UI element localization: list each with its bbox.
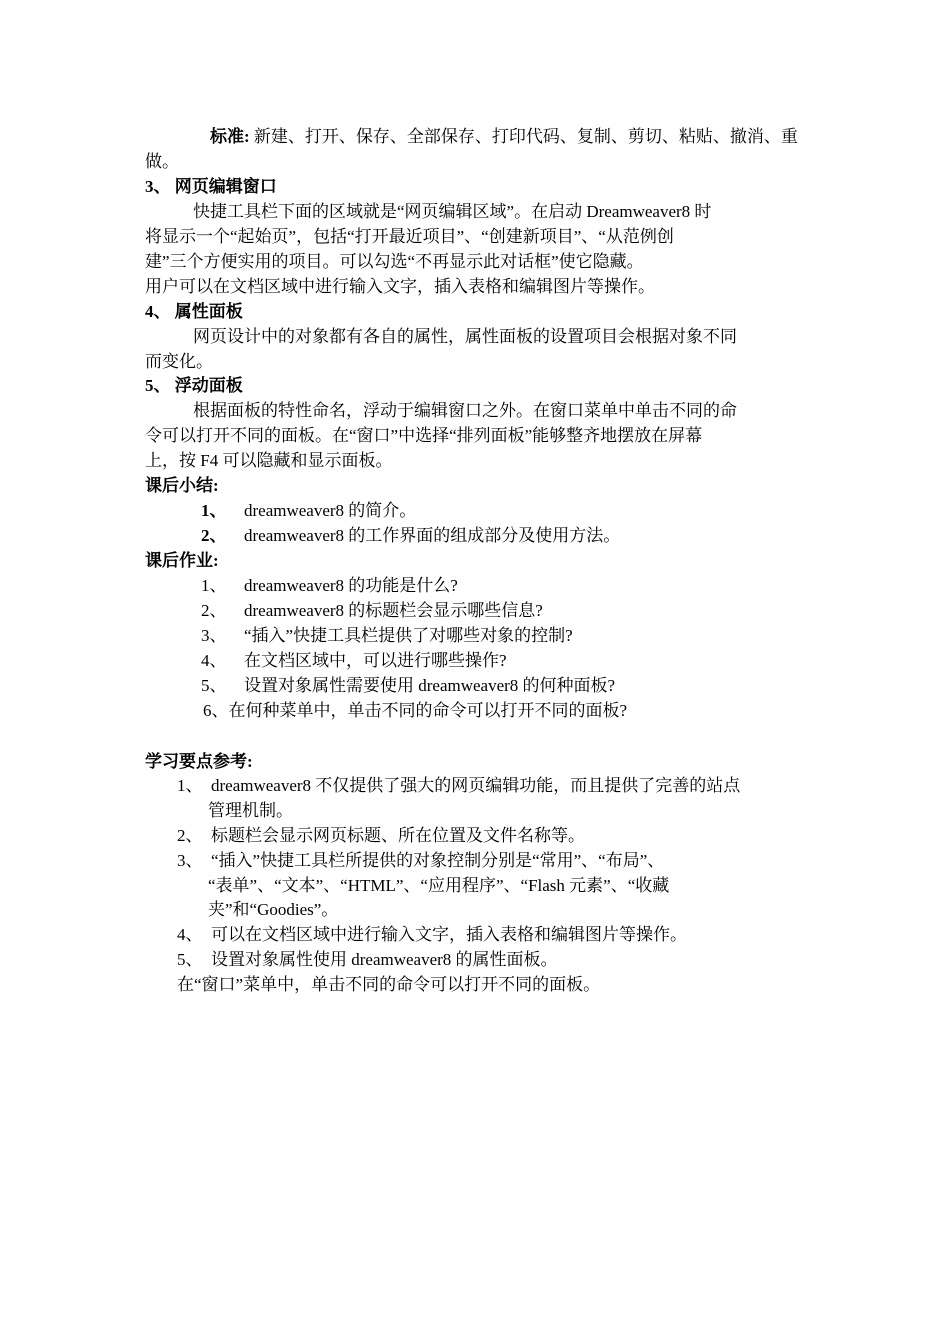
- reference-item-number: 4、: [177, 925, 203, 944]
- section5-paragraph-line1: 根据面板的特性命名，浮动于编辑窗口之外。在窗口菜单中单击不同的命: [193, 401, 737, 420]
- section4-paragraph-line1: 网页设计中的对象都有各自的属性，属性面板的设置项目会根据对象不同: [193, 327, 737, 346]
- reference-item: [177, 824, 585, 848]
- homework-item-text: 6、在何种菜单中，单击不同的命令可以打开不同的面板?: [203, 701, 628, 720]
- reference-item-text: “插入”快捷工具栏所提供的对象控制分别是“常用”、“布局”、: [211, 851, 665, 870]
- summary-item-number: 2、: [201, 526, 227, 545]
- reference-item: [177, 923, 687, 947]
- homework-item: [203, 699, 627, 723]
- section4-paragraph-line2: 而变化。: [145, 352, 213, 371]
- homework-item: [201, 599, 543, 623]
- reference-item: [177, 774, 740, 798]
- reference-item-cont: “表单”、“文本”、“HTML”、“应用程序”、“Flash 元素”、“收藏: [208, 876, 670, 895]
- homework-item: [201, 674, 615, 698]
- reference-item: [177, 849, 664, 873]
- reference-item-number: 1、: [177, 776, 203, 795]
- reference-item-cont: 管理机制。: [208, 801, 293, 820]
- homework-item-number: 3、: [201, 626, 227, 645]
- summary-item: [201, 499, 416, 523]
- reference-item-text: 设置对象属性使用 dreamweaver8 的属性面板。: [211, 950, 558, 969]
- homework-item-number: 2、: [201, 601, 227, 620]
- homework-item-number: 5、: [201, 676, 227, 695]
- reference-item: [177, 948, 558, 972]
- homework-item-text: 在文档区域中，可以进行哪些操作?: [244, 651, 507, 670]
- standard-line: [210, 125, 798, 149]
- homework-item-text: 设置对象属性需要使用 dreamweaver8 的何种面板?: [244, 676, 616, 695]
- section3-paragraph-line2: 将显示一个“起始页”，包括“打开最近项目”、“创建新项目”、“从范例创: [145, 227, 674, 246]
- section5-heading: 5、 浮动面板: [145, 376, 243, 395]
- standard-text: 新建、打开、保存、全部保存、打印代码、复制、剪切、粘贴、撤消、重: [253, 127, 798, 146]
- homework-item: [201, 574, 458, 598]
- summary-item-text: dreamweaver8 的简介。: [244, 501, 417, 520]
- section3-heading: 3、 网页编辑窗口: [145, 177, 277, 196]
- section5-paragraph-line3: 上，按 F4 可以隐藏和显示面板。: [145, 451, 393, 470]
- homework-item-text: “插入”快捷工具栏提供了对哪些对象的控制?: [244, 626, 573, 645]
- reference-item-number: 3、: [177, 851, 203, 870]
- homework-item: [201, 649, 507, 673]
- homework-heading: 课后作业:: [145, 551, 219, 570]
- reference-item-number: 5、: [177, 950, 203, 969]
- section4-heading: 4、 属性面板: [145, 302, 243, 321]
- section3-paragraph-line3: 建”三个方便实用的项目。可以勾选“不再显示此对话框”使它隐藏。: [145, 252, 644, 271]
- section3-paragraph-line1: 快捷工具栏下面的区域就是“网页编辑区域”。在启动 Dreamweaver8 时: [193, 202, 712, 221]
- reference-heading: 学习要点参考:: [145, 752, 253, 771]
- summary-item-number: 1、: [201, 501, 227, 520]
- reference-closing: 在“窗口”菜单中，单击不同的命令可以打开不同的面板。: [177, 975, 601, 994]
- reference-item-text: dreamweaver8 不仅提供了强大的网页编辑功能，而且提供了完善的站点: [211, 776, 741, 795]
- homework-item-number: 1、: [201, 576, 227, 595]
- reference-item-cont: 夹”和“Goodies”。: [208, 900, 339, 919]
- homework-item-text: dreamweaver8 的功能是什么?: [244, 576, 458, 595]
- summary-heading: 课后小结:: [145, 476, 219, 495]
- homework-item-text: dreamweaver8 的标题栏会显示哪些信息?: [244, 601, 543, 620]
- homework-item: [201, 624, 573, 648]
- summary-item-text: dreamweaver8 的工作界面的组成部分及使用方法。: [244, 526, 621, 545]
- section5-paragraph-line2: 令可以打开不同的面板。在“窗口”中选择“排列面板”能够整齐地摆放在屏幕: [145, 426, 703, 445]
- summary-item: [201, 524, 620, 548]
- section3-paragraph-line4: 用户可以在文档区域中进行输入文字，插入表格和编辑图片等操作。: [145, 277, 655, 296]
- standard-text-cont: 做。: [145, 152, 179, 171]
- homework-item-number: 4、: [201, 651, 227, 670]
- reference-item-number: 2、: [177, 826, 203, 845]
- standard-label: 标准:: [210, 127, 250, 146]
- reference-item-text: 可以在文档区域中进行输入文字，插入表格和编辑图片等操作。: [211, 925, 687, 944]
- reference-item-text: 标题栏会显示网页标题、所在位置及文件名称等。: [211, 826, 585, 845]
